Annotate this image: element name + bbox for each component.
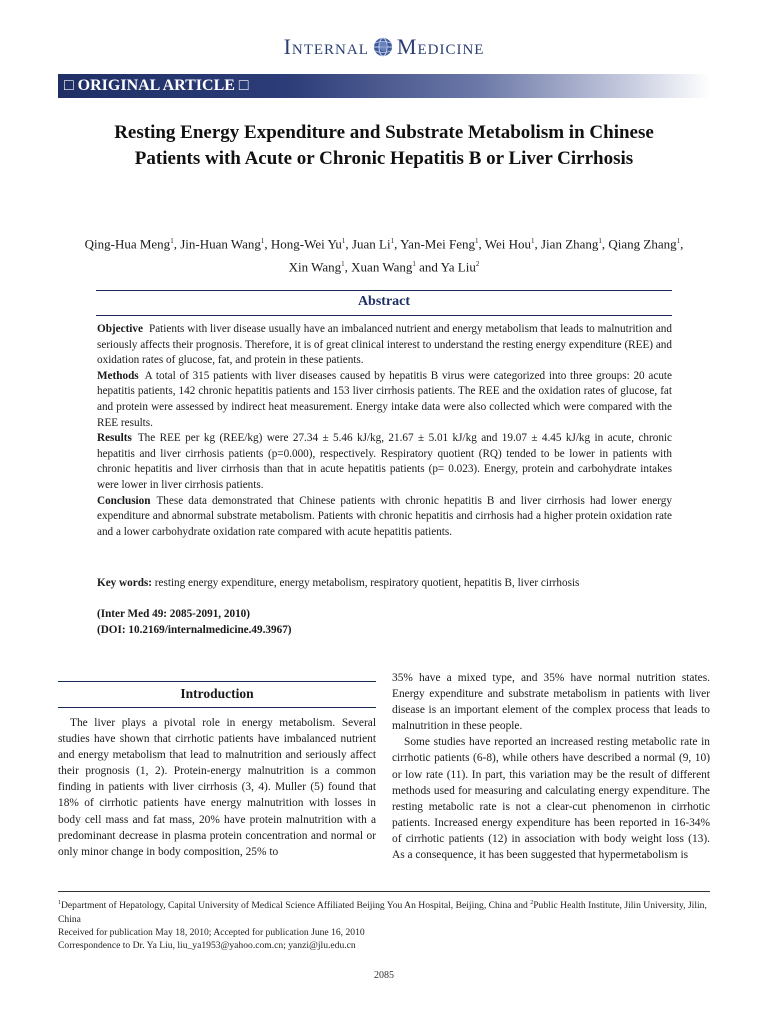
author-separator: , — [601, 236, 609, 252]
author-name: Qiang Zhang — [608, 236, 677, 252]
author-separator: , — [173, 236, 181, 252]
author-affiliation-marker: 1 — [341, 260, 345, 269]
abstract-section-label: Objective — [97, 323, 143, 335]
intro-top-rule — [58, 681, 376, 682]
footnotes — [58, 897, 710, 953]
article-title: Resting Energy Expenditure and Substrate Metabolism in Chinese Patients with Acute or Chronic Hepatitis B or Liver Cirrhosis — [114, 122, 654, 169]
article-type-banner — [58, 74, 710, 98]
author-separator: , — [264, 236, 271, 252]
author-affiliation-marker: 1 — [390, 237, 395, 245]
author-separator: and — [415, 259, 441, 275]
author-affiliation-marker: 1 — [341, 237, 346, 245]
intro-paragraph: Some studies have reported an increased resting metabolic rate in cirrhotic patients (6-8), while others have described a normal (9, 10) or low rate (11). In part, this variation may be the result of different methods used for measuring and calculating energy expenditure. The resting metabolic rate is not a clear-cut phenomenon in cirrhotic patients. Increased energy expenditure has been reported in 16-34% of cirrhotic patients (12) in association with body weight loss (13). As a consequence, it has been suggested that hypermetabolism is — [392, 736, 710, 862]
author-name: Juan Li — [351, 236, 391, 252]
author-list — [80, 231, 688, 278]
author-name: Qing-Hua Meng — [84, 236, 171, 252]
abstract-results — [97, 431, 672, 493]
journal-name-part2: Medicine — [396, 34, 485, 59]
affiliation-marker: 1 — [58, 900, 61, 906]
abstract-body — [97, 322, 672, 540]
author-affiliation-marker: 1 — [598, 237, 602, 245]
abstract-section-label: Conclusion — [97, 494, 151, 507]
citation-reference: (Inter Med 49: 2085-2091, 2010) — [97, 608, 250, 620]
correspondence: Correspondence to Dr. Ya Liu, liu_ya1953@yahoo.com.cn; yanzi@jlu.edu.cn — [58, 940, 356, 952]
abstract-section-text: Patients with liver disease usually have an imbalanced nutrient and energy metabolism that leads to malnutrition and seriously affects their prognosis. Therefore, it is of great clinical interest to understand the resting energy expenditure (REE) and oxidation rates of glucose, fat, and protein in these patients. — [97, 323, 672, 367]
intro-paragraph: The liver plays a pivotal role in energy metabolism. Several studies have shown that cirrhotic patients have imbalanced nutrient and energy metabolism that lead to malnutrition and seriously affect their prognosis (1, 2). Protein-energy malnutrition is a common finding in patients with liver cirrhosis (3, 4). Muller (5) found that 18% of cirrhotic patients have energy malnutrition with losses in body cell mass and fat mass, 20% have protein malnutrition with a predominant decrease in plasma protein concentration and normal or only minor change in body composition, 25% to — [58, 717, 376, 858]
abstract-heading: Abstract — [357, 294, 411, 309]
intro-heading-rule — [58, 707, 376, 708]
author-separator: , — [534, 236, 541, 252]
affiliation-2: Public Health Institute, Jilin University, Jilin, China — [58, 900, 707, 925]
author-name: Jin-Huan Wang — [180, 236, 261, 252]
author-affiliation-marker: 1 — [412, 260, 416, 269]
abstract-top-rule — [96, 290, 672, 291]
article-type-label: □ ORIGINAL ARTICLE □ — [64, 77, 249, 94]
author-affiliation-marker: 1 — [260, 237, 265, 245]
author-separator: , — [680, 236, 684, 252]
received-dates: Received for publication May 18, 2010; Accepted for publication June 16, 2010 — [58, 927, 365, 938]
author-separator: , — [344, 259, 352, 275]
abstract-conclusion — [97, 494, 672, 541]
author-name: Ya Liu — [440, 259, 476, 275]
author-name: Hong-Wei Yu — [270, 236, 342, 252]
author-affiliation-marker: 2 — [475, 260, 480, 269]
abstract-section-label: Methods — [97, 369, 139, 382]
author-separator: , — [478, 236, 485, 252]
author-name: Xin Wang — [288, 259, 342, 275]
introduction-heading: Introduction — [180, 686, 254, 701]
journal-header — [0, 30, 768, 64]
page-number: 2085 — [374, 970, 394, 981]
abstract-methods — [97, 369, 672, 431]
affiliation-marker: 2 — [530, 900, 534, 906]
author-separator: , — [394, 236, 401, 252]
affiliation-1: Department of Hepatology, Capital University of Medical Science Affiliated Beijing You An Hospital, Beijing, China and — [61, 900, 531, 912]
keywords-text: resting energy expenditure, energy metabolism, respiratory quotient, hepatitis B, liver cirrhosis — [154, 577, 580, 589]
abstract-heading-rule — [96, 315, 672, 316]
abstract-section-label: Results — [97, 432, 132, 445]
author-name: Xuan Wang — [351, 259, 413, 275]
author-affiliation-marker: 1 — [474, 237, 479, 245]
author-affiliation-marker: 1 — [676, 237, 681, 245]
author-separator: , — [345, 236, 352, 252]
abstract-objective — [97, 322, 672, 369]
journal-name-part1: Internal — [283, 34, 369, 59]
affiliations — [58, 897, 710, 926]
author-name: Yan-Mei Feng — [400, 236, 475, 252]
author-name: Jian Zhang — [541, 236, 599, 252]
author-affiliation-marker: 1 — [170, 237, 174, 245]
left-column — [58, 715, 376, 860]
keywords-label: Key words: — [97, 577, 152, 589]
citation — [97, 607, 672, 638]
keywords — [97, 576, 672, 592]
abstract-section-text: A total of 315 patients with liver diseases caused by hepatitis B virus were categorized into three groups: 20 acute hepatitis patients, 142 chronic hepatitis patients and 153 liver cirrhosis patients. The REE and the oxidation rates of glucose, fat and protein were assessed by indirect heat measurement. Energy intake data were also collected which were compared with the REE results. — [97, 369, 672, 429]
abstract-section-text: These data demonstrated that Chinese patients with chronic hepatitis B and liver cirrhosis had lower energy expenditure and abnormal substrate metabolism. Patients with chronic hepatitis and cirrhosis had a higher protein oxidation rate and a lower carbohydrate oxidation rate compared with acute hepatitis patients. — [97, 494, 672, 538]
footnote-rule — [58, 891, 710, 892]
intro-paragraph-continued: 35% have a mixed type, and 35% have normal nutrition states. Energy expenditure and substrate metabolism in patients with liver disease is an important element of the complex process that leads to malnutrition in these people. — [392, 672, 710, 733]
citation-doi: (DOI: 10.2169/internalmedicine.49.3967) — [97, 623, 292, 636]
abstract-section-text: The REE per kg (REE/kg) were 27.34 ± 5.46 kJ/kg, 21.67 ± 5.01 kJ/kg and 19.07 ± 4.45 kJ/kg in acute, chronic hepatitis and liver cirrhosis patients (p=0.000), respectively. Respiratory quotient (RQ) tended to be lower in patients with chronic hepatitis and liver cirrhosis than that in acute hepatitis patients (p= 0.023). Energy, protein and carbohydrate intakes were lower in liver cirrhosis patients. — [97, 432, 672, 491]
author-name: Wei Hou — [484, 236, 531, 252]
globe-icon — [372, 36, 394, 58]
author-affiliation-marker: 1 — [531, 237, 535, 245]
right-column — [392, 670, 710, 863]
